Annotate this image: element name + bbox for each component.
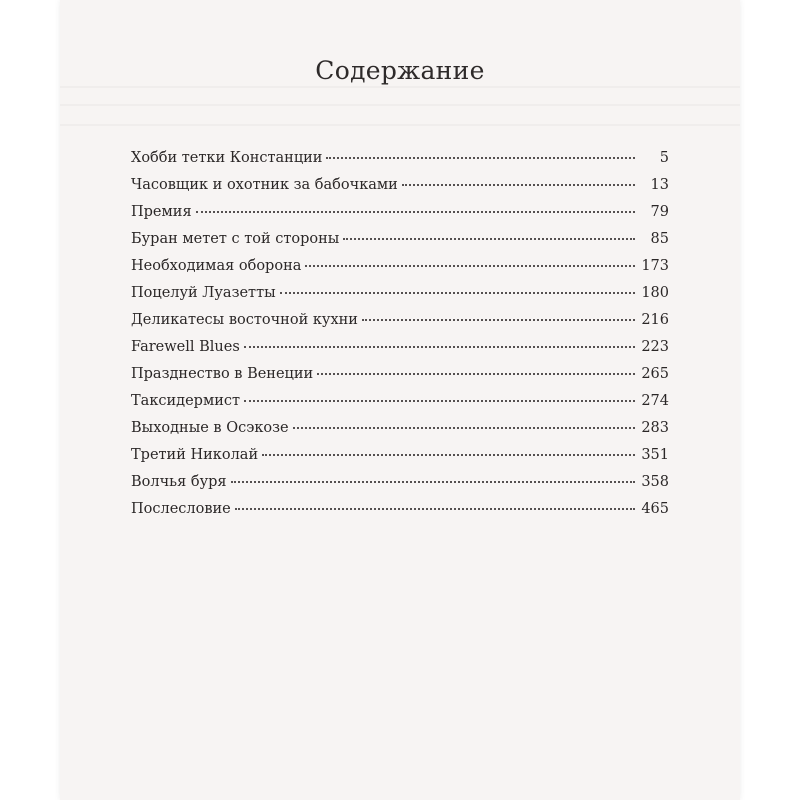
- toc-entry-page: 216: [641, 312, 669, 328]
- table-of-contents: [131, 150, 669, 528]
- toc-entry-title: Выходные в Осэкозе: [131, 420, 289, 436]
- toc-entry-page: 173: [641, 258, 669, 274]
- toc-entry: [131, 150, 669, 177]
- toc-entry-page: 5: [659, 150, 669, 166]
- toc-entry-title: Необходимая оборона: [131, 258, 302, 274]
- toc-entry-page: 85: [650, 231, 669, 247]
- dot-leader: [343, 238, 635, 240]
- dot-leader: [262, 454, 635, 456]
- toc-entry: [131, 420, 669, 447]
- toc-entry: [131, 447, 669, 474]
- dot-leader: [317, 373, 635, 375]
- dot-leader: [244, 346, 635, 348]
- toc-entry: [131, 393, 669, 420]
- toc-entry: [131, 501, 669, 528]
- bleed-through-line: [60, 124, 740, 126]
- toc-entry-page: 283: [641, 420, 669, 436]
- dot-leader: [196, 211, 635, 213]
- dot-leader: [231, 481, 635, 483]
- toc-entry-title: Деликатесы восточной кухни: [131, 312, 358, 328]
- toc-entry-page: 351: [641, 447, 669, 463]
- toc-entry: [131, 366, 669, 393]
- bleed-through-line: [60, 104, 740, 106]
- toc-entry: [131, 258, 669, 285]
- toc-entry-page: 465: [641, 501, 669, 517]
- toc-entry-title: Поцелуй Луазетты: [131, 285, 276, 301]
- dot-leader: [293, 427, 635, 429]
- toc-entry-title: Послесловие: [131, 501, 231, 517]
- dot-leader: [235, 508, 635, 510]
- toc-entry-page: 180: [641, 285, 669, 301]
- dot-leader: [326, 157, 635, 159]
- toc-entry-title: Празднество в Венеции: [131, 366, 314, 382]
- toc-entry-title: Третий Николай: [131, 447, 259, 463]
- dot-leader: [362, 319, 635, 321]
- toc-entry-title: Таксидермист: [131, 393, 241, 409]
- book-page: [60, 0, 740, 800]
- toc-entry: [131, 204, 669, 231]
- toc-entry-page: 79: [650, 204, 669, 220]
- toc-entry-page: 265: [641, 366, 669, 382]
- bleed-through-line: [60, 86, 740, 88]
- toc-entry: [131, 339, 669, 366]
- toc-entry: [131, 177, 669, 204]
- dot-leader: [244, 400, 635, 402]
- toc-entry-page: 358: [641, 474, 669, 490]
- toc-entry-title: Farewell Blues: [131, 339, 240, 355]
- toc-entry-title: Буран метет с той стороны: [131, 231, 340, 247]
- dot-leader: [402, 184, 635, 186]
- toc-entry-title: Волчья буря: [131, 474, 227, 490]
- dot-leader: [305, 265, 635, 267]
- toc-entry-page: 223: [641, 339, 669, 355]
- toc-entry: [131, 231, 669, 258]
- toc-entry-page: 13: [650, 177, 669, 193]
- toc-entry-title: Часовщик и охотник за бабочками: [131, 177, 398, 193]
- dot-leader: [280, 292, 635, 294]
- toc-entry: [131, 474, 669, 501]
- toc-entry: [131, 312, 669, 339]
- toc-entry-page: 274: [641, 393, 669, 409]
- toc-entry-title: Премия: [131, 204, 192, 220]
- page-title: Содержание: [315, 56, 485, 85]
- toc-entry-title: Хобби тетки Констанции: [131, 150, 323, 166]
- toc-entry: [131, 285, 669, 312]
